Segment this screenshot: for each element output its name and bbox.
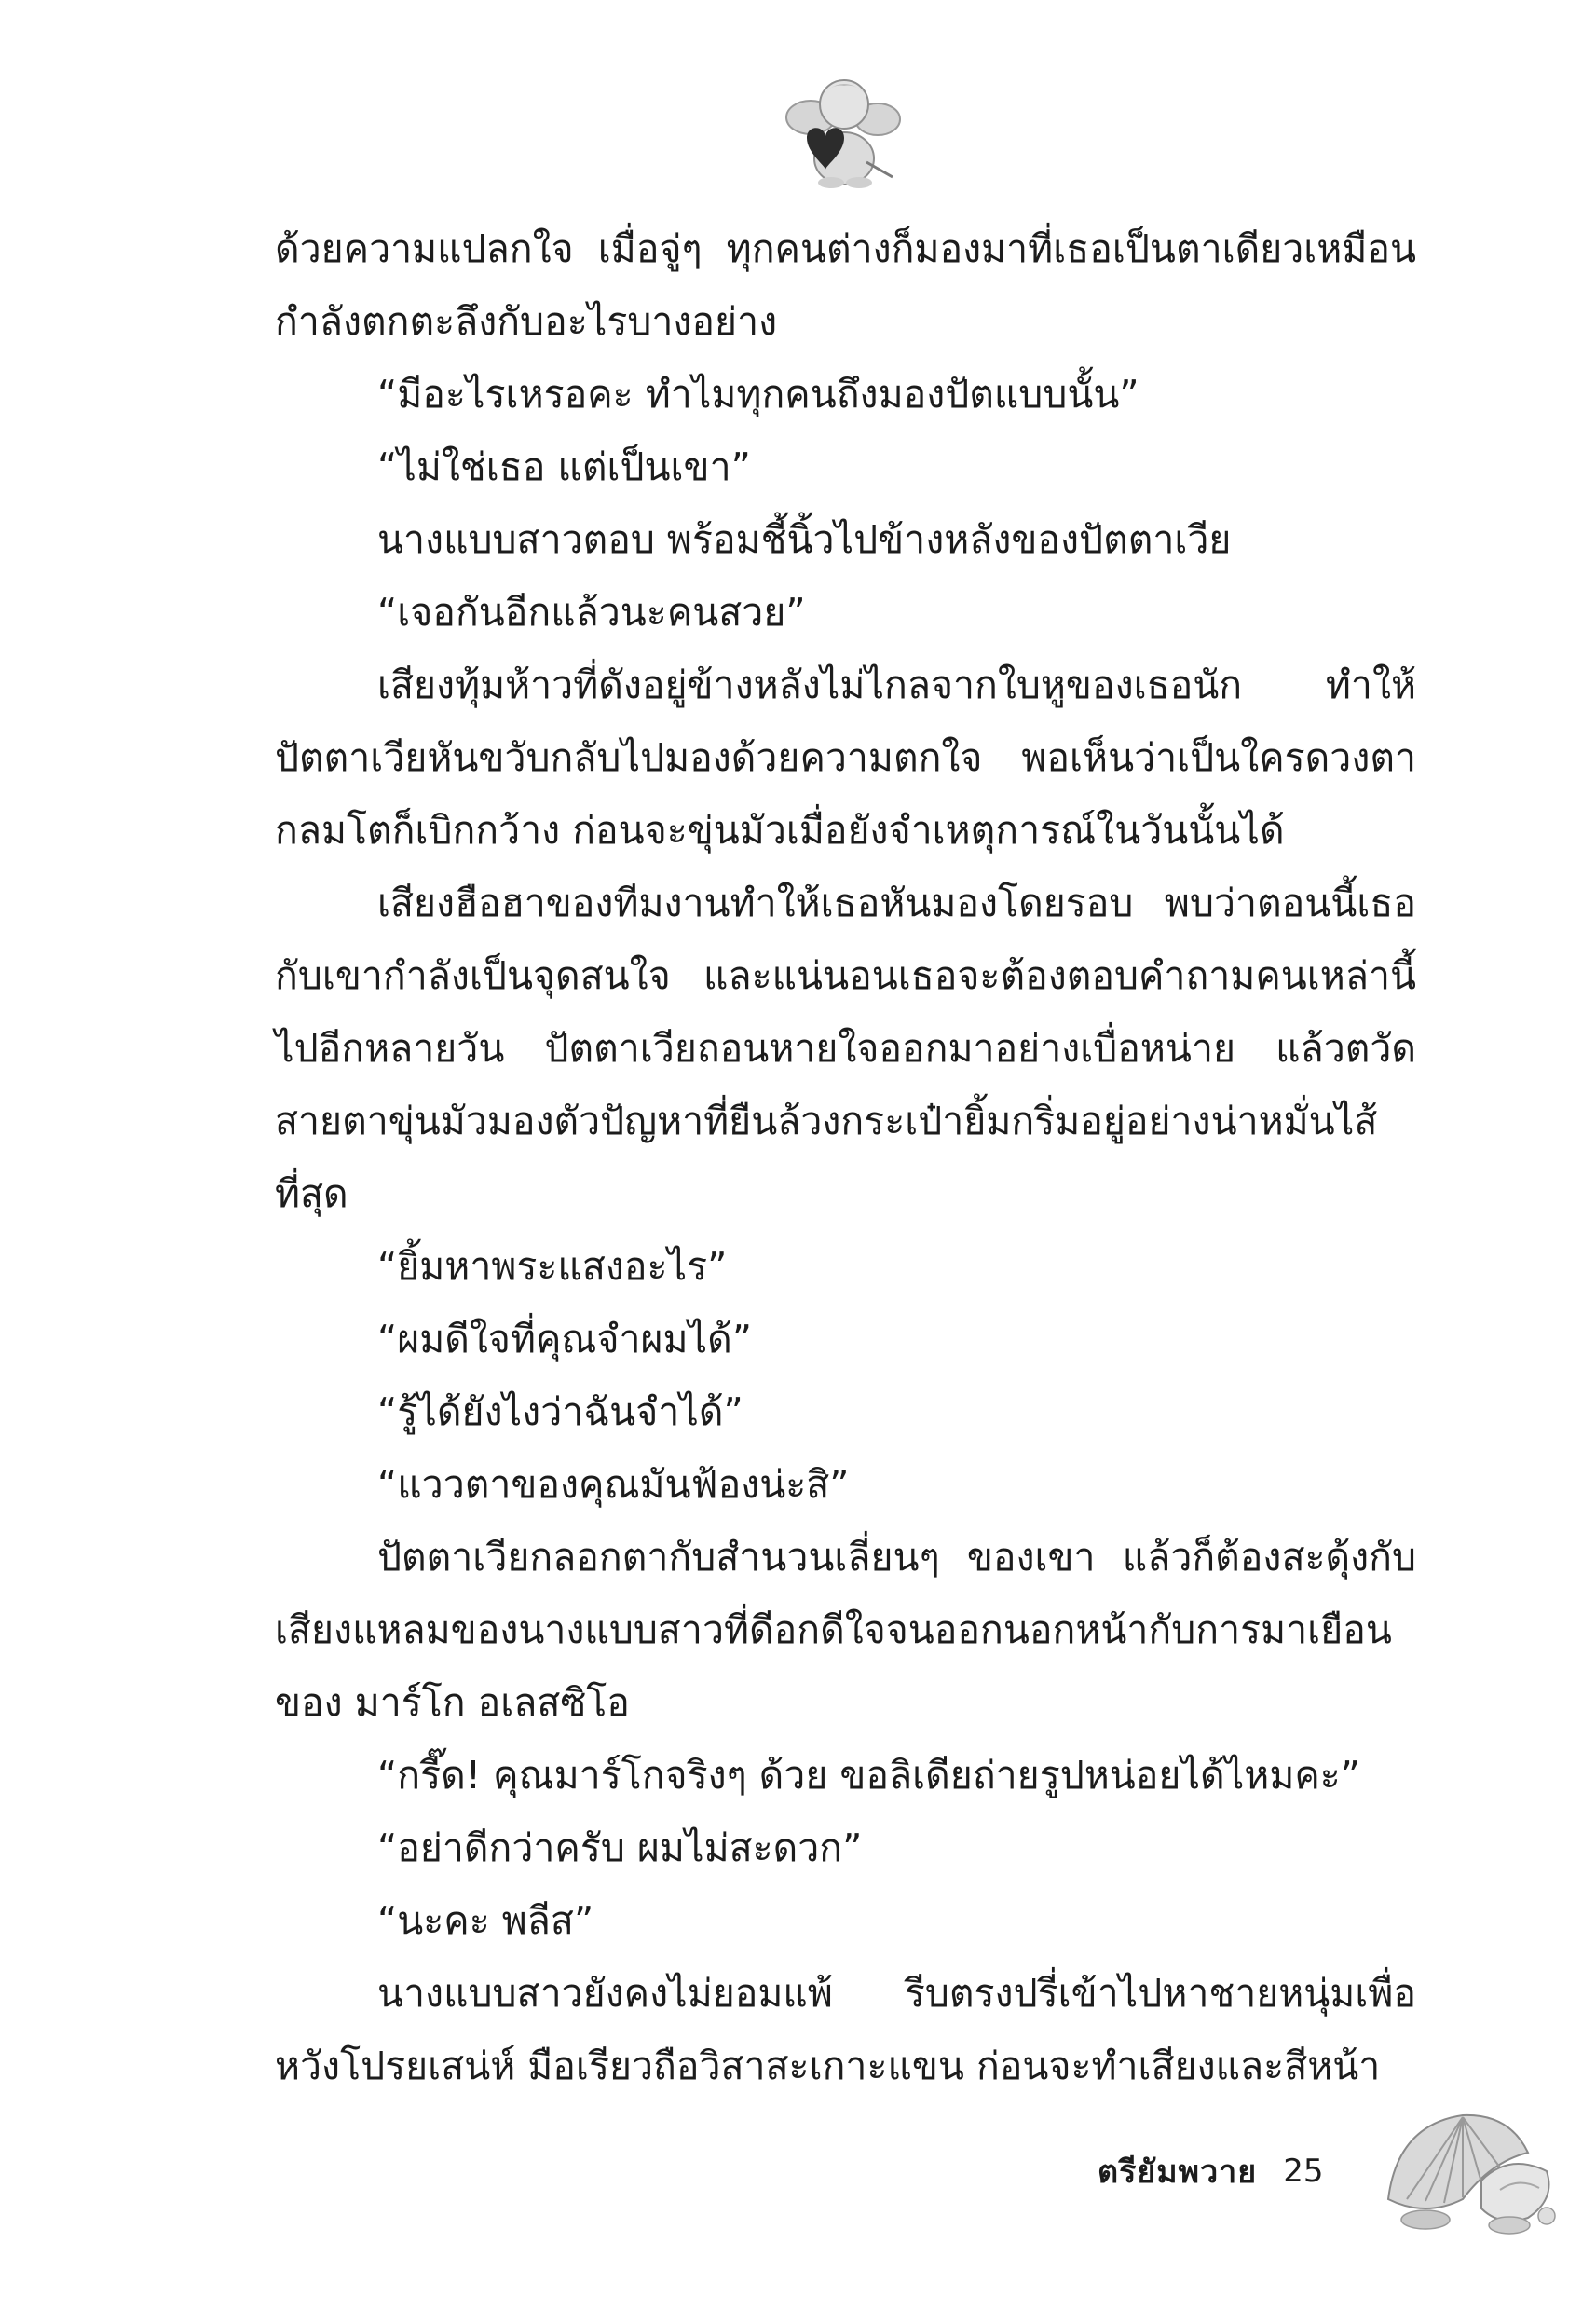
paragraph: “ไม่ใช่เธอ แต่เป็นเขา” — [377, 444, 751, 489]
page-number: 25 — [1283, 2153, 1324, 2190]
paragraph: เสียงทุ้มห้าวที่ดังอยู่ข้างหลังไม่ไกลจากใบหูของเธอนัก ทำให้ปัตตาเวียหันขวับกลับไปมองด้วยความตกใจ พอเห็นว่าเป็นใครดวงตากลมโตก็เบิกกว้าง ก่อนจะขุ่นมัวเมื่อยังจำเหตุการณ์ในวันนั้นได้ — [275, 663, 1416, 853]
paragraph: นางแบบสาวยังคงไม่ยอมแพ้ รีบตรงปรี่เข้าไปหาชายหนุ่มเพื่อหวังโปรยเสน่ห์ มือเรียวถือวิสาสะเกาะแขน ก่อนจะทำเสียงและสีหน้า — [275, 1971, 1416, 2088]
page-footer — [1098, 2143, 1323, 2199]
paragraph: “นะคะ พลีส” — [377, 1898, 594, 1943]
paragraph: นางแบบสาวตอบ พร้อมชี้นิ้วไปข้างหลังของปัตตาเวีย — [377, 517, 1232, 562]
paragraph: “แววตาของคุณมันฟ้องน่ะสิ” — [377, 1462, 850, 1507]
paragraph: “เจอกันอีกแล้วนะคนสวย” — [377, 590, 806, 635]
paragraph: “อย่าดีกว่าครับ ผมไม่สะดวก” — [377, 1826, 863, 1870]
paragraph: “กรี๊ด! คุณมาร์โกจริงๆ ด้วย ขอลิเดียถ่ายรูปหน่อยได้ไหมคะ” — [377, 1753, 1361, 1798]
body-text — [275, 212, 1416, 2102]
paragraph: “มีอะไรเหรอคะ ทำไมทุกคนถึงมองปัตแบบนั้น” — [377, 372, 1139, 417]
cherub-with-heart-icon — [783, 73, 904, 189]
paragraph: “ผมดีใจที่คุณจำผมได้” — [377, 1317, 753, 1361]
paragraph: “ยิ้มหาพระแสงอะไร” — [377, 1244, 728, 1289]
seashells-icon — [1370, 2097, 1565, 2236]
paragraph: เสียงฮือฮาของทีมงานทำให้เธอหันมองโดยรอบ พบว่าตอนนี้เธอกับเขากำลังเป็นจุดสนใจ และแน่นอนเธอจะต้องตอบคำถามคนเหล่านี้ไปอีกหลายวัน ปัตตาเวียถอนหายใจออกมาอย่างเบื่อหน่าย แล้วตวัดสายตาขุ่นมัวมองตัวปัญหาที่ยืนล้วงกระเป๋ายิ้มกริ่มอยู่อย่างน่าหมั่นไส้ที่สุด — [275, 881, 1416, 1216]
paragraph: ปัตตาเวียกลอกตากับสำนวนเลี่ยนๆ ของเขา แล้วก็ต้องสะดุ้งกับเสียงแหลมของนางแบบสาวที่ดีอกดีใจจนออกนอกหน้ากับการมาเยือนของ มาร์โก อเลสซิโอ — [275, 1535, 1416, 1725]
paragraph: ด้วยความแปลกใจ เมื่อจู่ๆ ทุกคนต่างก็มองมาที่เธอเป็นตาเดียวเหมือนกำลังตกตะลึงกับอะไรบางอย่าง — [275, 226, 1416, 344]
book-title: ตรียัมพวาย — [1098, 2154, 1258, 2191]
paragraph: “รู้ได้ยังไงว่าฉันจำได้” — [377, 1389, 743, 1434]
